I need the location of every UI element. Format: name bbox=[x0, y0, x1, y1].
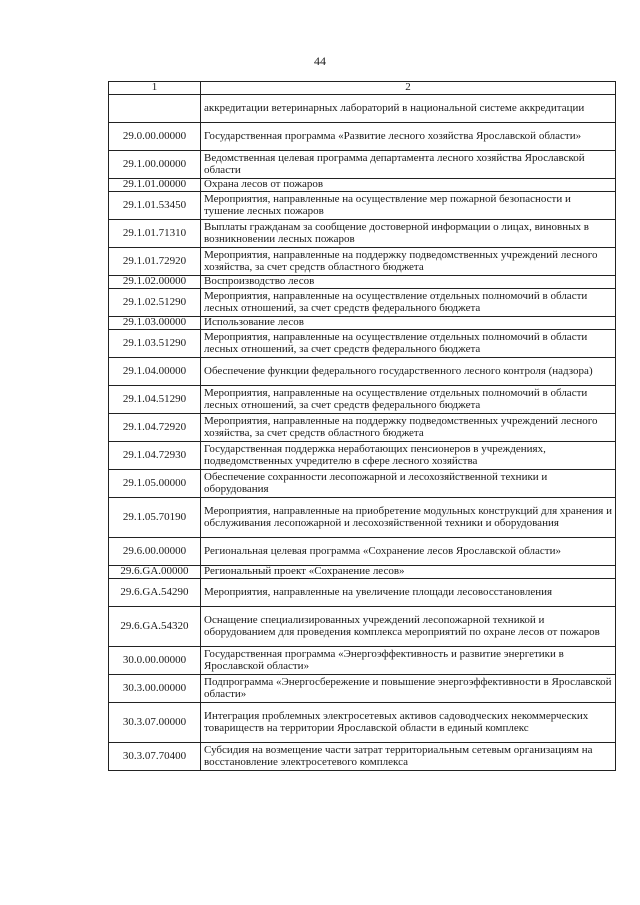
row-description: Использование лесов bbox=[201, 317, 616, 330]
row-description: Обеспечение сохранности лесопожарной и лесохозяйственной техники и оборудования bbox=[201, 470, 616, 498]
column-header-1: 1 bbox=[109, 82, 201, 95]
row-description: Региональная целевая программа «Сохранение лесов Ярославской области» bbox=[201, 538, 616, 566]
row-code: 29.1.01.71310 bbox=[109, 220, 201, 248]
table-row bbox=[109, 95, 616, 123]
row-code: 30.3.07.70400 bbox=[109, 743, 201, 771]
table-row bbox=[109, 248, 616, 276]
row-description: Мероприятия, направленные на приобретение модульных конструкций для хранения и обслуживания лесопожарной и лесохозяйственной техники и оборудования bbox=[201, 498, 616, 538]
row-description: Государственная поддержка неработающих пенсионеров в учреждениях, подведомственных учредителю в сфере лесного хозяйства bbox=[201, 442, 616, 470]
row-code: 30.0.00.00000 bbox=[109, 647, 201, 675]
table-row bbox=[109, 579, 616, 607]
table-row bbox=[109, 330, 616, 358]
row-code: 29.6.GA.00000 bbox=[109, 566, 201, 579]
table-row bbox=[109, 442, 616, 470]
row-code bbox=[109, 95, 201, 123]
row-description: Мероприятия, направленные на увеличение площади лесовосстановления bbox=[201, 579, 616, 607]
row-code: 29.6.GA.54320 bbox=[109, 607, 201, 647]
table-row bbox=[109, 414, 616, 442]
table-row bbox=[109, 498, 616, 538]
table-row bbox=[109, 703, 616, 743]
row-code: 29.1.02.51290 bbox=[109, 289, 201, 317]
table-row bbox=[109, 358, 616, 386]
row-description: Субсидия на возмещение части затрат территориальным сетевым организациям на восстановление электросетевого комплекса bbox=[201, 743, 616, 771]
row-code: 29.1.04.72920 bbox=[109, 414, 201, 442]
row-description: Охрана лесов от пожаров bbox=[201, 179, 616, 192]
table-row bbox=[109, 289, 616, 317]
table-row bbox=[109, 386, 616, 414]
row-code: 29.1.04.00000 bbox=[109, 358, 201, 386]
row-description: Мероприятия, направленные на осуществление мер пожарной безопасности и тушение лесных пожаров bbox=[201, 192, 616, 220]
table-row bbox=[109, 317, 616, 330]
row-code: 29.1.02.00000 bbox=[109, 276, 201, 289]
table-row bbox=[109, 192, 616, 220]
row-code: 29.1.05.00000 bbox=[109, 470, 201, 498]
row-code: 29.1.00.00000 bbox=[109, 151, 201, 179]
table-row bbox=[109, 276, 616, 289]
row-code: 29.6.GA.54290 bbox=[109, 579, 201, 607]
row-code: 29.1.04.51290 bbox=[109, 386, 201, 414]
table-row bbox=[109, 566, 616, 579]
table-row bbox=[109, 470, 616, 498]
row-description: Оснащение специализированных учреждений лесопожарной техникой и оборудованием для проведения комплекса мероприятий по охране лесов от пожаров bbox=[201, 607, 616, 647]
table-row bbox=[109, 179, 616, 192]
table-row bbox=[109, 647, 616, 675]
row-description: Интеграция проблемных электросетевых активов садоводческих некоммерческих товариществ на территории Ярославской области в единый комплекс bbox=[201, 703, 616, 743]
row-code: 29.1.04.72930 bbox=[109, 442, 201, 470]
row-description: Воспроизводство лесов bbox=[201, 276, 616, 289]
table-row bbox=[109, 675, 616, 703]
table-row bbox=[109, 743, 616, 771]
row-code: 29.1.01.00000 bbox=[109, 179, 201, 192]
row-code: 29.1.03.00000 bbox=[109, 317, 201, 330]
row-description: Мероприятия, направленные на осуществление отдельных полномочий в области лесных отношений, за счет средств федерального бюджета bbox=[201, 330, 616, 358]
budget-code-table bbox=[108, 81, 616, 771]
row-code: 30.3.00.00000 bbox=[109, 675, 201, 703]
row-code: 29.0.00.00000 bbox=[109, 123, 201, 151]
row-code: 29.1.05.70190 bbox=[109, 498, 201, 538]
row-code: 29.6.00.00000 bbox=[109, 538, 201, 566]
row-description: аккредитации ветеринарных лабораторий в национальной системе аккредитации bbox=[201, 95, 616, 123]
row-code: 29.1.01.53450 bbox=[109, 192, 201, 220]
row-code: 29.1.01.72920 bbox=[109, 248, 201, 276]
column-header-2: 2 bbox=[201, 82, 616, 95]
row-description: Мероприятия, направленные на осуществление отдельных полномочий в области лесных отношений, за счет средств федерального бюджета bbox=[201, 386, 616, 414]
table-row bbox=[109, 220, 616, 248]
row-description: Выплаты гражданам за сообщение достоверной информации о лицах, виновных в возникновении лесных пожаров bbox=[201, 220, 616, 248]
row-description: Мероприятия, направленные на осуществление отдельных полномочий в области лесных отношений, за счет средств федерального бюджета bbox=[201, 289, 616, 317]
row-description: Ведомственная целевая программа департамента лесного хозяйства Ярославской области bbox=[201, 151, 616, 179]
row-description: Мероприятия, направленные на поддержку подведомственных учреждений лесного хозяйства, за счет средств областного бюджета bbox=[201, 414, 616, 442]
row-code: 30.3.07.00000 bbox=[109, 703, 201, 743]
row-description: Подпрограмма «Энергосбережение и повышение энергоэффективности в Ярославской области» bbox=[201, 675, 616, 703]
row-description: Обеспечение функции федерального государственного лесного контроля (надзора) bbox=[201, 358, 616, 386]
table-row bbox=[109, 151, 616, 179]
table-row bbox=[109, 538, 616, 566]
row-code: 29.1.03.51290 bbox=[109, 330, 201, 358]
row-description: Региональный проект «Сохранение лесов» bbox=[201, 566, 616, 579]
row-description: Государственная программа «Развитие лесного хозяйства Ярославской области» bbox=[201, 123, 616, 151]
table-header-row bbox=[109, 82, 616, 95]
row-description: Мероприятия, направленные на поддержку подведомственных учреждений лесного хозяйства, за счет средств областного бюджета bbox=[201, 248, 616, 276]
table-row bbox=[109, 123, 616, 151]
row-description: Государственная программа «Энергоэффективность и развитие энергетики в Ярославской области» bbox=[201, 647, 616, 675]
page-number: 44 bbox=[314, 54, 326, 68]
table-row bbox=[109, 607, 616, 647]
